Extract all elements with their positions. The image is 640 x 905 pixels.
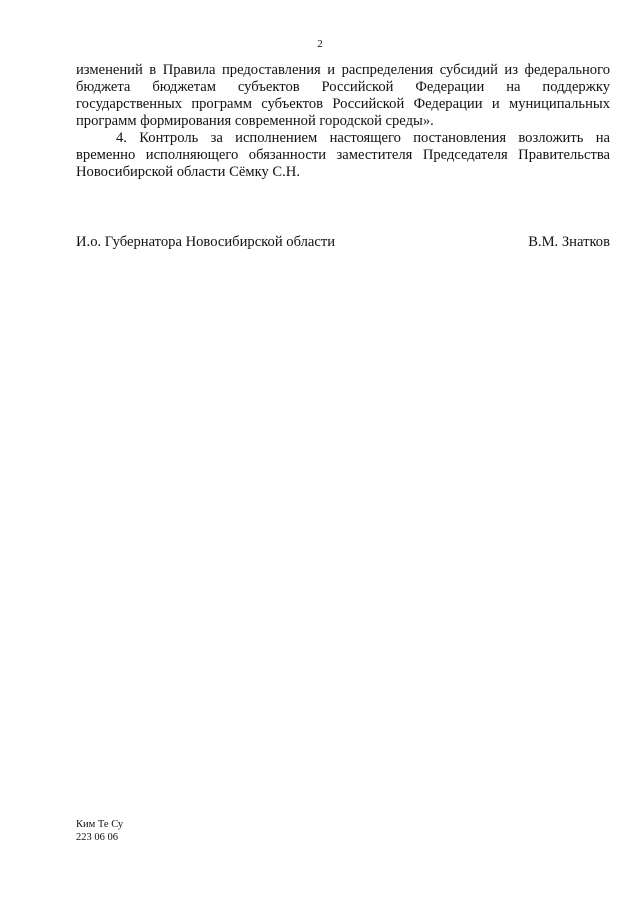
paragraph-4 [76, 130, 610, 181]
executor-phone: 223 06 06 [76, 832, 118, 843]
page-number: 2 [317, 38, 323, 50]
paragraph-line: 4. Контроль за исполнением настоящего постановления возложить на [116, 130, 610, 146]
signatory-title: И.о. Губернатора Новосибирской области [76, 234, 336, 250]
executor-block [76, 818, 123, 844]
paragraph-continued [76, 62, 610, 130]
executor-name: Ким Те Су [76, 819, 124, 830]
paragraph-line: государственных программ субъектов Российской Федерации и муниципальных [76, 96, 610, 112]
paragraph-line: изменений в Правила предоставления и распределения субсидий из федерального [76, 62, 610, 78]
paragraph-line: временно исполняющего обязанности заместителя Председателя Правительства [76, 147, 610, 163]
paragraph-line: программ формирования современной городской среды». [76, 113, 434, 129]
paragraph-line: Новосибирской области Сёмку С.Н. [76, 164, 300, 180]
paragraph-line: бюджета бюджетам субъектов Российской Федерации на поддержку [76, 79, 610, 95]
signatory-name: В.М. Знатков [528, 234, 610, 250]
